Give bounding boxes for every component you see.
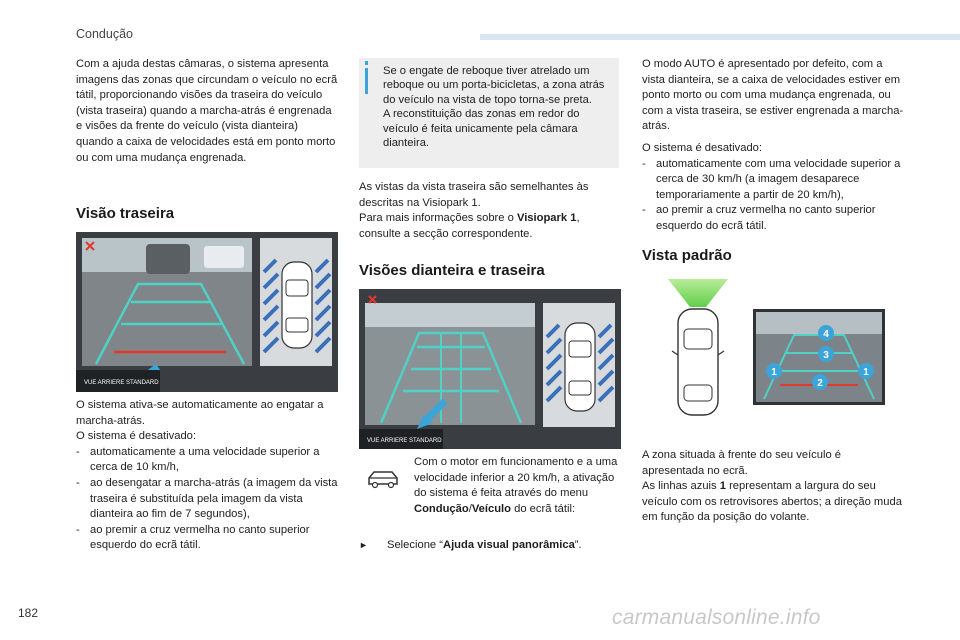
info-text: Se o engate de reboque tiver atrelado um reboque ou um porta-bicicletas, a zona atrás do veículo na vista de topo torna-se preta. (383, 65, 605, 106)
bullet-item: - automaticamente a uma velocidade superior a cerca de 10 km/h, (76, 445, 320, 474)
watermark: carmanualsonline.info (612, 606, 821, 629)
info-text-2: A reconstituição das zonas em redor do veículo é feita unicamente pela câmara dianteira. (383, 108, 580, 150)
col3-bottom-text (642, 448, 904, 526)
zone-text: A zona situada à frente do seu veículo é apresentada no ecrã. (642, 449, 842, 477)
heading-front-rear-views: Visões dianteira e traseira (359, 262, 545, 279)
activation-text: O sistema ativa-se automaticamente ao engatar a marcha-atrás. (76, 399, 324, 427)
heading-standard-view: Vista padrão (642, 247, 732, 264)
bullet-item: - ao premir a cruz vermelha no canto superior esquerdo do ecrã tátil. (642, 204, 876, 232)
motor-paragraph: Com o motor em funcionamento e a uma velocidade inferior a 20 km/h, a ativação do sistema é feita através do menu Condução/Veículo do ecrã tátil: (414, 456, 618, 515)
marker-2: 2 (817, 378, 823, 389)
heading-rear-view: Visão traseira (76, 205, 175, 222)
page-number: 182 (18, 606, 39, 620)
car-outline-icon (366, 466, 400, 492)
image-label: VUE ARRIERE STANDARD (367, 438, 442, 444)
front-rear-view-image (359, 289, 621, 449)
bullet-item: - ao premir a cruz vermelha no canto superior esquerdo do ecrã tátil. (76, 523, 310, 552)
intro-text: Com a ajuda destas câmaras, o sistema apresenta imagens das zonas que circundam o veículo no ecrã tátil, proporcionando visões da traseira do veículo (vista traseira) quando a marcha-atrás é engrenada e visões da frente do veículo (vista dianteira) quando a caixa de velocidades está em ponto morto ou com uma mudança engrenada. (76, 58, 338, 164)
marker-3: 3 (823, 350, 829, 361)
col3-text (642, 57, 904, 235)
marker-4: 4 (823, 329, 829, 340)
intro-paragraph (76, 57, 338, 166)
marker-1-right: 1 (863, 367, 869, 378)
info-box (359, 58, 619, 168)
blue-lines-text: As linhas azuis 1 representam a largura do seu veículo com os retrovisores abertos; a direção muda em função da posição do volante. (642, 480, 902, 524)
deactivation-title: O sistema é desativado: (76, 430, 197, 443)
header-bar (480, 34, 960, 40)
arrow-bullet-icon: ► (359, 540, 368, 550)
marker-1-left: 1 (771, 367, 777, 378)
info-icon (365, 61, 368, 65)
bullet-item: - automaticamente com uma velocidade superior a cerca de 30 km/h (a imagem desaparece temporariamente a partir de 20 km/h), (642, 157, 901, 201)
rear-view-image (76, 232, 338, 392)
select-instruction: ► Selecione “Ajuda visual panorâmica”. (359, 538, 621, 554)
para-similar: As vistas da vista traseira são semelhantes às descritas na Visiopark 1. (359, 181, 589, 209)
rear-view-text (76, 398, 338, 554)
bullet-item: - ao desengatar a marcha-atrás (a imagem da vista traseira é substituída pela imagem da vista dianteira ao fim de 7 segundos), (76, 476, 338, 521)
col2-paragraph (359, 180, 621, 242)
deactivation-title: O sistema é desativado: (642, 141, 763, 154)
image-label: VUE ARRIERE STANDARD (84, 380, 159, 386)
auto-mode-text: O modo AUTO é apresentado por defeito, com a vista dianteira, se a caixa de velocidades estiver em ponto morto ou com uma mudança engrenada, ou com a vista traseira, se estiver engrenada a marcha-atrás. (642, 58, 904, 133)
section-header: Condução (76, 27, 133, 41)
para-more-info: Para mais informações sobre o Visiopark 1, consulte a secção correspondente. (359, 212, 580, 240)
rear-camera-illustration (76, 232, 338, 392)
front-camera-illustration (359, 289, 621, 449)
standard-view-diagram (660, 275, 892, 425)
